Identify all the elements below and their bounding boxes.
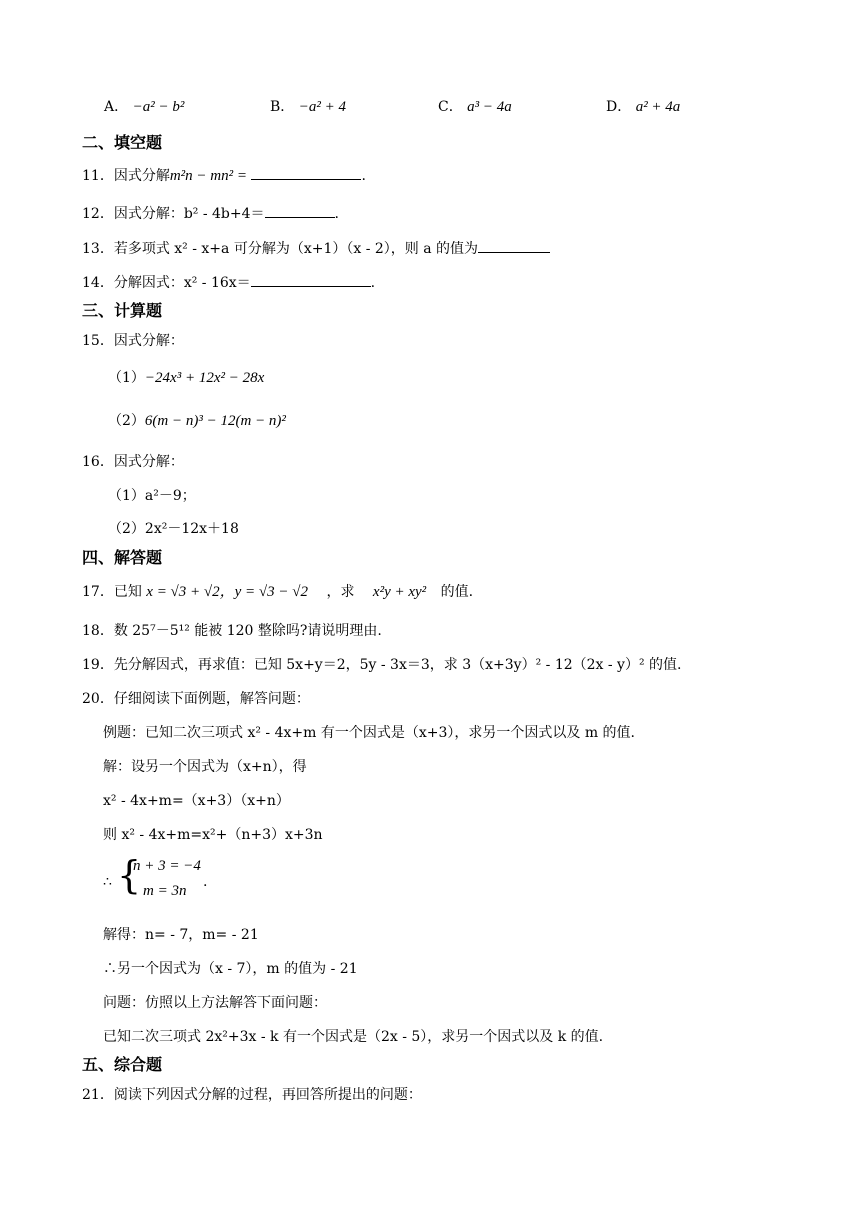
choice-expr: a³ − 4a <box>467 99 512 115</box>
math-expr: x = √3 + √2，y = √3 − √2 <box>146 584 309 600</box>
question-text: 13．若多项式 x² - x+a 可分解为（x+1）（x - 2），则 a 的值为 <box>82 241 479 257</box>
question-20-title: 20．仔细阅读下面例题，解答问题： <box>82 691 310 707</box>
answer-blank[interactable] <box>251 165 361 180</box>
answer-blank[interactable] <box>265 203 335 218</box>
choice-letter: C． <box>438 99 463 115</box>
question-end: . <box>370 275 376 291</box>
question-21: 21．阅读下列因式分解的过程，再回答所提出的问题： <box>82 1087 422 1103</box>
section-heading-calculation: 三、计算题 <box>82 301 163 320</box>
section-heading-solution: 四、解答题 <box>82 548 163 567</box>
q20-equation-system <box>103 853 243 906</box>
question-text: ，求 <box>326 584 355 600</box>
question-15-title: 15．因式分解： <box>82 333 184 349</box>
part-label: （2） <box>108 413 145 429</box>
question-17 <box>82 580 473 601</box>
question-15-part-1 <box>108 367 264 387</box>
choice-expr: −a² − b² <box>132 99 185 115</box>
left-brace-icon: { <box>117 853 142 897</box>
question-text: 17．已知 <box>82 584 142 600</box>
answer-blank[interactable] <box>251 272 371 287</box>
choice-d <box>606 96 680 116</box>
math-expr: −24x³ + 12x² − 28x <box>144 370 265 386</box>
q20-line-4: ∴另一个因式为（x - 7），m 的值为 - 21 <box>103 961 358 977</box>
math-expr: x²y + xy² <box>372 584 427 600</box>
choice-letter: D． <box>606 99 632 115</box>
question-12 <box>82 203 339 223</box>
question-text: 14．分解因式：x² - 16x＝ <box>82 275 251 291</box>
question-16-title: 16．因式分解： <box>82 454 184 470</box>
q20-line-2: 则 x² - 4x+m=x²+（n+3）x+3n <box>103 827 323 843</box>
math-expr: m²n − mn² = <box>169 168 247 184</box>
question-end: . <box>361 168 366 184</box>
question-16-part-2: （2）2x²－12x＋18 <box>108 521 239 537</box>
answer-blank[interactable] <box>478 238 550 253</box>
choice-expr: −a² + 4 <box>298 99 346 115</box>
math-expr: 6(m − n)³ − 12(m − n)² <box>144 413 286 429</box>
q20-line-5: 问题：仿照以上方法解答下面问题： <box>103 995 327 1011</box>
section-heading-comprehensive: 五、综合题 <box>82 1055 163 1074</box>
question-19: 19．先分解因式，再求值：已知 5x+y＝2，5y - 3x＝3，求 3（x+3y）² - 12（2x - y）² 的值. <box>82 657 682 673</box>
therefore-symbol: ∴ <box>103 874 112 890</box>
question-text: 12．因式分解：b² - 4b+4＝ <box>82 206 265 222</box>
question-text: 11．因式分解 <box>82 168 170 184</box>
q20-line-3: 解得：n= - 7，m= - 21 <box>103 927 259 943</box>
question-end: . <box>334 206 339 222</box>
choice-c <box>438 96 512 116</box>
part-label: （1） <box>108 370 145 386</box>
equation-2: m = 3n <box>143 883 187 899</box>
choice-a <box>104 96 184 116</box>
q20-line-1: x² - 4x+m=（x+3）（x+n） <box>103 793 290 809</box>
q20-line-6: 已知二次三项式 2x²+3x - k 有一个因式是（2x - 5），求另一个因式以及 k 的值. <box>103 1029 604 1045</box>
question-15-part-2 <box>108 410 286 430</box>
question-13 <box>82 238 550 258</box>
q20-solution: 解：设另一个因式为（x+n），得 <box>103 759 307 775</box>
question-16-part-1: （1）a²－9； <box>108 488 196 504</box>
equation-1: n + 3 = −4 <box>133 858 201 874</box>
choice-expr: a² + 4a <box>635 99 681 115</box>
question-11 <box>82 165 366 185</box>
choice-b <box>270 96 346 116</box>
question-end: 的值. <box>440 584 474 600</box>
choice-letter: A． <box>104 99 129 115</box>
choice-letter: B． <box>270 99 295 115</box>
q20-example: 例题：已知二次三项式 x² - 4x+m 有一个因式是（x+3），求另一个因式以及 m 的值. <box>103 725 636 741</box>
equation-end: . <box>203 874 208 890</box>
question-18: 18．数 25⁷－5¹² 能被 120 整除吗?请说明理由. <box>82 623 382 639</box>
section-heading-fill-blank: 二、填空题 <box>82 133 163 152</box>
question-14 <box>82 272 375 292</box>
